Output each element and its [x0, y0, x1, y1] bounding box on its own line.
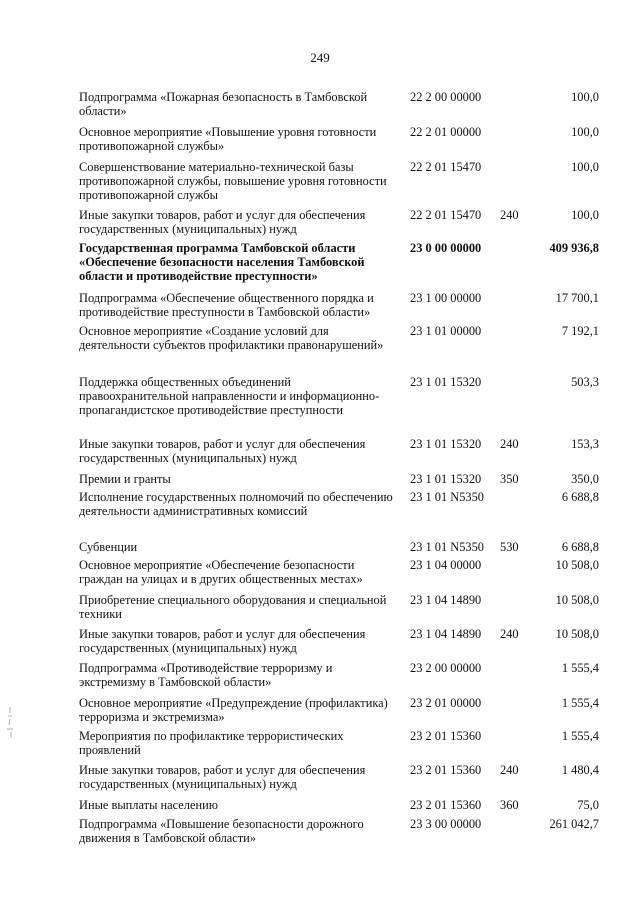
- row-expense-type: 360: [500, 798, 519, 812]
- row-description: Иные выплаты населению: [79, 798, 218, 812]
- row-code: 23 2 01 15360: [410, 763, 482, 777]
- row-description: Подпрограмма «Обеспечение общественного порядка и противодействие преступности в Тамбовской области»: [79, 291, 374, 319]
- row-amount: 1 555,4: [561, 696, 599, 710]
- scan-artifact-mark: [4, 705, 20, 741]
- row-code: 23 1 01 15320: [410, 472, 482, 486]
- row-amount: 100,0: [571, 90, 599, 104]
- row-code: 22 2 01 15470: [410, 208, 482, 222]
- row-description: Субвенции: [79, 540, 138, 554]
- row-amount: 75,0: [577, 798, 599, 812]
- row-description: Мероприятия по профилактике террористических проявлений: [79, 729, 344, 757]
- row-description: Основное мероприятие «Создание условий для деятельности субъектов профилактики правонарушений»: [79, 324, 384, 352]
- row-description: Государственная программа Тамбовской области «Обеспечение безопасности населения Тамбовской области и противодействие преступности»: [79, 241, 365, 283]
- row-expense-type: 240: [500, 208, 519, 222]
- row-expense-type: 240: [500, 437, 519, 451]
- row-code: 22 2 00 00000: [410, 90, 482, 104]
- row-amount: 6 688,8: [561, 540, 599, 554]
- row-code: 23 1 01 N5350: [410, 490, 484, 504]
- row-code: 23 1 04 14890: [410, 593, 482, 607]
- row-amount: 17 700,1: [555, 291, 599, 305]
- row-code: 23 2 01 00000: [410, 696, 482, 710]
- row-amount: 7 192,1: [561, 324, 599, 338]
- row-description: Премии и гранты: [79, 472, 171, 486]
- row-code: 23 2 00 00000: [410, 661, 482, 675]
- row-description: Приобретение специального оборудования и специальной техники: [79, 593, 387, 621]
- row-amount: 6 688,8: [561, 490, 599, 504]
- row-description: Исполнение государственных полномочий по обеспечению деятельности административных комиссий: [79, 490, 393, 518]
- row-code: 23 1 01 N5350: [410, 540, 484, 554]
- row-description: Иные закупки товаров, работ и услуг для обеспечения государственных (муниципальных) нужд: [79, 208, 366, 236]
- row-expense-type: 240: [500, 763, 519, 777]
- row-code: 23 2 01 15360: [410, 729, 482, 743]
- row-description: Иные закупки товаров, работ и услуг для обеспечения государственных (муниципальных) нужд: [79, 437, 366, 465]
- row-amount: 409 936,8: [549, 241, 599, 255]
- row-description: Подпрограмма «Пожарная безопасность в Тамбовской области»: [79, 90, 368, 118]
- row-amount: 153,3: [571, 437, 599, 451]
- row-code: 23 1 04 14890: [410, 627, 482, 641]
- row-code: 23 1 00 00000: [410, 291, 482, 305]
- row-expense-type: 530: [500, 540, 519, 554]
- row-code: 23 3 00 00000: [410, 817, 482, 831]
- row-code: 23 1 01 00000: [410, 324, 482, 338]
- row-amount: 100,0: [571, 208, 599, 222]
- row-code: 23 1 04 00000: [410, 558, 482, 572]
- row-amount: 503,3: [571, 375, 599, 389]
- row-amount: 1 480,4: [561, 763, 599, 777]
- row-description: Подпрограмма «Повышение безопасности дорожного движения в Тамбовской области»: [79, 817, 364, 845]
- row-description: Основное мероприятие «Обеспечение безопасности граждан на улицах и в других общественных местах»: [79, 558, 363, 586]
- row-code: 23 2 01 15360: [410, 798, 482, 812]
- row-description: Совершенствование материально-технической базы противопожарной службы, повышение уровня готовности противопожарной службы: [79, 160, 387, 202]
- row-description: Основное мероприятие «Предупреждение (профилактика) терроризма и экстремизма»: [79, 696, 388, 724]
- row-description: Иные закупки товаров, работ и услуг для обеспечения государственных (муниципальных) нужд: [79, 627, 366, 655]
- row-amount: 1 555,4: [561, 729, 599, 743]
- row-amount: 100,0: [571, 125, 599, 139]
- row-code: 23 1 01 15320: [410, 437, 482, 451]
- row-expense-type: 240: [500, 627, 519, 641]
- row-amount: 1 555,4: [561, 661, 599, 675]
- row-amount: 100,0: [571, 160, 599, 174]
- row-amount: 10 508,0: [555, 558, 599, 572]
- row-code: 23 1 01 15320: [410, 375, 482, 389]
- row-amount: 10 508,0: [555, 593, 599, 607]
- row-code: 22 2 01 00000: [410, 125, 482, 139]
- row-code: 23 0 00 00000: [410, 241, 482, 255]
- row-amount: 261 042,7: [549, 817, 599, 831]
- row-amount: 350,0: [571, 472, 599, 486]
- row-description: Поддержка общественных объединений правоохранительной направленности и информационно-пропагандистское противодействие преступности: [79, 375, 380, 417]
- row-description: Подпрограмма «Противодействие терроризму и экстремизму в Тамбовской области»: [79, 661, 333, 689]
- row-code: 22 2 01 15470: [410, 160, 482, 174]
- row-description: Иные закупки товаров, работ и услуг для обеспечения государственных (муниципальных) нужд: [79, 763, 366, 791]
- row-expense-type: 350: [500, 472, 519, 486]
- row-amount: 10 508,0: [555, 627, 599, 641]
- page-number: 249: [310, 50, 330, 65]
- row-description: Основное мероприятие «Повышение уровня готовности противопожарной службы»: [79, 125, 377, 153]
